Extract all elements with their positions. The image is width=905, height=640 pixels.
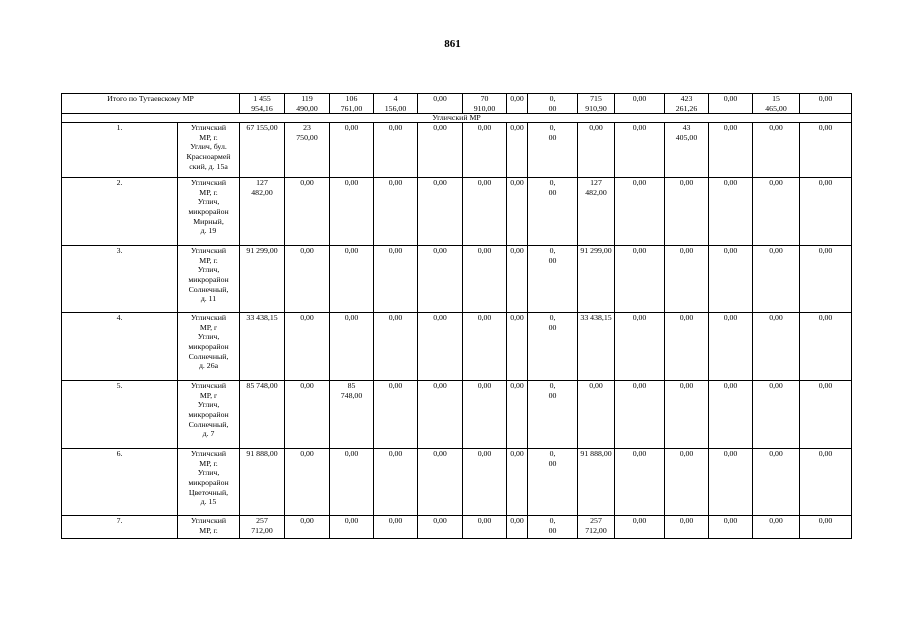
table-cell: 0,00 [463, 178, 507, 246]
table-cell: 0,00 [374, 516, 418, 539]
page-number: 861 [444, 38, 461, 50]
table-cell: 0,00 [615, 449, 665, 516]
row-address: Угличский МР, г Углич, микрорайон Солнечный, д. 26а [178, 313, 240, 381]
table-cell: 0, 00 [528, 449, 578, 516]
table-cell: 0,00 [507, 123, 528, 178]
table-cell: 0,00 [463, 123, 507, 178]
row-address: Угличский МР, г. Углич, микрорайон Солнечный, д. 11 [178, 246, 240, 313]
table-cell: 33 438,15 [578, 313, 615, 381]
table-cell: 43 405,00 [665, 123, 709, 178]
table-cell: 0,00 [615, 381, 665, 449]
table-cell: 0,00 [507, 381, 528, 449]
table-cell: 0,00 [418, 449, 463, 516]
table-cell: 0,00 [753, 178, 800, 246]
table-cell: 119 490,00 [285, 94, 330, 114]
table-cell: 715 910,90 [578, 94, 615, 114]
table-cell: 0,00 [615, 123, 665, 178]
table-cell: 85 748,00 [240, 381, 285, 449]
table-cell: 91 299,00 [578, 246, 615, 313]
table-cell: 0, 00 [528, 516, 578, 539]
table-cell: 0,00 [507, 449, 528, 516]
table-cell: 0,00 [615, 178, 665, 246]
table-cell: 0,00 [285, 246, 330, 313]
table-cell: 0,00 [665, 178, 709, 246]
table-cell: 0,00 [374, 178, 418, 246]
table-cell: 0,00 [709, 381, 753, 449]
table-cell: 0, 00 [528, 381, 578, 449]
table-cell: 0,00 [374, 123, 418, 178]
table-cell: 423 261,26 [665, 94, 709, 114]
section-header-row [62, 114, 852, 123]
table-row [62, 123, 852, 178]
table-row [62, 516, 852, 539]
table-cell: 0,00 [330, 178, 374, 246]
table-cell: 0,00 [753, 123, 800, 178]
table-body [62, 94, 852, 539]
table-cell: 0,00 [709, 246, 753, 313]
table-cell: 0, 00 [528, 123, 578, 178]
table-cell: 0,00 [709, 178, 753, 246]
table-cell: 0,00 [615, 246, 665, 313]
table-cell: 0,00 [709, 449, 753, 516]
table-cell: 4 156,00 [374, 94, 418, 114]
table-cell: 0,00 [418, 246, 463, 313]
table-cell: 0,00 [578, 123, 615, 178]
table-cell: 0,00 [374, 449, 418, 516]
table-cell: 0,00 [330, 516, 374, 539]
table-cell: 0,00 [285, 449, 330, 516]
row-number: 4. [62, 313, 178, 381]
total-row [62, 94, 852, 114]
table-cell: 0,00 [285, 313, 330, 381]
table-cell: 0,00 [800, 94, 852, 114]
table-cell: 0,00 [753, 313, 800, 381]
table-row [62, 313, 852, 381]
table-cell: 0,00 [800, 178, 852, 246]
row-address: Угличский МР, г. [178, 516, 240, 539]
table-cell: 0,00 [800, 516, 852, 539]
table-cell: 0,00 [615, 94, 665, 114]
table-cell: 0,00 [665, 313, 709, 381]
table-cell: 0,00 [753, 449, 800, 516]
table-cell: 0,00 [418, 94, 463, 114]
table-cell: 0,00 [374, 246, 418, 313]
table-cell: 0,00 [418, 123, 463, 178]
row-number: 1. [62, 123, 178, 178]
table-cell: 0,00 [507, 94, 528, 114]
table-cell: 0,00 [800, 449, 852, 516]
row-address: Угличский МР, г. Углич, микрорайон Цветочный, д. 15 [178, 449, 240, 516]
row-address: Угличский МР, г. Углич, бул. Красноармей ский, д. 15а [178, 123, 240, 178]
table-cell: 0,00 [753, 246, 800, 313]
table-cell: 0,00 [418, 178, 463, 246]
table-row [62, 449, 852, 516]
table-cell: 0, 00 [528, 246, 578, 313]
table-cell: 106 761,00 [330, 94, 374, 114]
table-cell: 15 465,00 [753, 94, 800, 114]
row-number: 6. [62, 449, 178, 516]
table-cell: 0, 00 [528, 178, 578, 246]
table-cell: 257 712,00 [578, 516, 615, 539]
table-cell: 0,00 [463, 449, 507, 516]
table-cell: 257 712,00 [240, 516, 285, 539]
table-cell: 0,00 [507, 516, 528, 539]
table-cell: 0,00 [709, 516, 753, 539]
table-cell: 0,00 [665, 449, 709, 516]
table-cell: 0,00 [285, 381, 330, 449]
table-cell: 1 455 954,16 [240, 94, 285, 114]
table-cell: 0,00 [800, 313, 852, 381]
table-cell: 0,00 [615, 516, 665, 539]
table-cell: 0,00 [418, 313, 463, 381]
row-number: 3. [62, 246, 178, 313]
table-cell: 0,00 [330, 449, 374, 516]
table-cell: 0, 00 [528, 94, 578, 114]
table-cell: 0,00 [665, 246, 709, 313]
table-cell: 0,00 [709, 94, 753, 114]
table-cell: 0,00 [463, 516, 507, 539]
table-cell: 0,00 [615, 313, 665, 381]
table-cell: 0,00 [330, 313, 374, 381]
table-cell: 0,00 [753, 381, 800, 449]
table-cell: 91 888,00 [578, 449, 615, 516]
table-cell: 0,00 [507, 178, 528, 246]
table-cell: 0,00 [753, 516, 800, 539]
table-cell: 0,00 [374, 381, 418, 449]
table-cell: 0,00 [578, 381, 615, 449]
table-cell: 0,00 [709, 123, 753, 178]
table-cell: 85 748,00 [330, 381, 374, 449]
table-cell: 91 299,00 [240, 246, 285, 313]
funding-table [61, 93, 852, 539]
table-cell: 0,00 [507, 313, 528, 381]
table-cell: 127 482,00 [578, 178, 615, 246]
table-cell: 0,00 [330, 123, 374, 178]
table-cell: 0,00 [665, 381, 709, 449]
table-cell: 0,00 [285, 178, 330, 246]
table-cell: 0,00 [330, 246, 374, 313]
table-cell: 0,00 [418, 516, 463, 539]
table-cell: 0,00 [374, 313, 418, 381]
table-cell: 0,00 [800, 123, 852, 178]
table-cell: 0,00 [463, 313, 507, 381]
table-cell: 0,00 [463, 246, 507, 313]
table-cell: 0,00 [463, 381, 507, 449]
row-number: 7. [62, 516, 178, 539]
table-cell: 23 750,00 [285, 123, 330, 178]
table-cell: 67 155,00 [240, 123, 285, 178]
table-row [62, 178, 852, 246]
table-cell: 0,00 [709, 313, 753, 381]
row-number: 2. [62, 178, 178, 246]
table-cell: 0,00 [800, 246, 852, 313]
table-cell: 127 482,00 [240, 178, 285, 246]
table-cell: 70 910,00 [463, 94, 507, 114]
table-cell: 0, 00 [528, 313, 578, 381]
row-address: Угличский МР, г. Углич, микрорайон Мирный, д. 19 [178, 178, 240, 246]
table-cell: 0,00 [418, 381, 463, 449]
table-row [62, 246, 852, 313]
section-title: Угличский МР [62, 114, 852, 123]
table-cell: 0,00 [665, 516, 709, 539]
total-row-label: Итого по Тутаевскому МР [62, 94, 240, 114]
table-row [62, 381, 852, 449]
table-cell: 0,00 [285, 516, 330, 539]
table-cell: 0,00 [800, 381, 852, 449]
table-cell: 33 438,15 [240, 313, 285, 381]
row-address: Угличский МР, г Углич, микрорайон Солнечный, д. 7 [178, 381, 240, 449]
row-number: 5. [62, 381, 178, 449]
table-cell: 0,00 [507, 246, 528, 313]
table-cell: 91 888,00 [240, 449, 285, 516]
